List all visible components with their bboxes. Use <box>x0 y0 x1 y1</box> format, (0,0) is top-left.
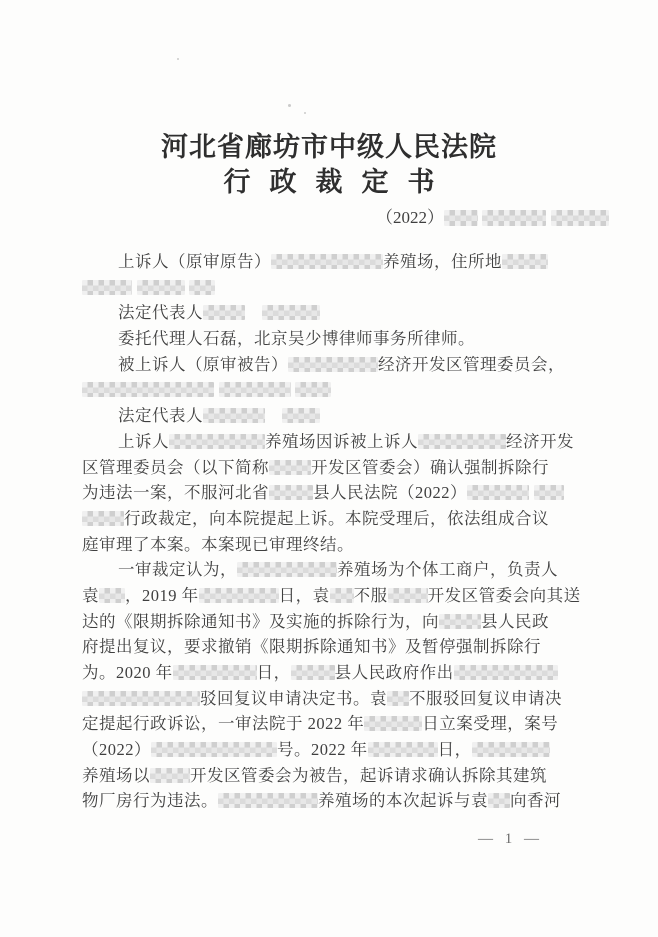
text-run: 开发区管委会为被告，起诉请求确认拆除其建筑 <box>190 765 547 785</box>
redacted-text <box>218 793 318 808</box>
case-number-line <box>376 203 609 228</box>
redacted-text <box>454 665 558 680</box>
redacted-text <box>482 210 546 226</box>
document-line <box>82 583 598 609</box>
text-run <box>132 278 137 297</box>
document-line <box>82 300 598 326</box>
redacted-text <box>99 588 125 603</box>
text-run: （2022） <box>82 740 151 760</box>
redacted-text <box>387 691 409 706</box>
redacted-text <box>288 357 378 372</box>
text-run <box>546 208 550 227</box>
redacted-text <box>203 305 245 320</box>
text-run: 法定代表人 <box>118 303 203 323</box>
text-run: 养殖场为个体工商户，负责人 <box>337 560 558 580</box>
text-run: 区管理委员会（以下简称 <box>82 457 269 477</box>
text-run: 行政裁定，向本院提起上诉。本院受理后，依法组成合议 <box>124 508 549 528</box>
document-line <box>82 788 598 814</box>
text-run: 不服 <box>353 585 388 605</box>
case-number-redaction <box>444 208 609 227</box>
document-type-title: 行政裁定书 <box>223 167 454 197</box>
redacted-text <box>488 793 510 808</box>
text-run: 上诉人 <box>118 431 169 451</box>
redacted-text <box>199 588 279 603</box>
redacted-text <box>439 614 481 629</box>
text-run: 日， <box>256 663 291 682</box>
document-line <box>82 352 598 378</box>
text-run <box>265 406 282 425</box>
document-line <box>82 686 598 712</box>
redacted-text <box>262 305 320 320</box>
document-line <box>82 506 598 532</box>
redacted-text <box>418 434 506 449</box>
redacted-text <box>330 588 354 603</box>
document-line <box>82 377 598 403</box>
text-run: 县人民政 <box>481 611 549 631</box>
text-run: 县人民法院（2022） <box>313 483 467 503</box>
document-line <box>82 532 598 558</box>
document-line <box>82 711 598 737</box>
redacted-text <box>388 588 428 603</box>
redacted-text <box>82 511 124 526</box>
redacted-text <box>502 254 548 269</box>
text-run: 不服驳回复议申请决 <box>409 688 562 708</box>
text-run: 向香河 <box>510 791 561 811</box>
document-line <box>82 634 598 660</box>
text-run: ，2019 年 <box>125 585 199 605</box>
text-run: 号。2022 年 <box>277 740 368 760</box>
redacted-text <box>368 742 438 757</box>
redacted-text <box>534 485 564 500</box>
document-line <box>82 763 598 789</box>
text-run: 府提出复议，要求撤销《限期拆除通知书》及暂停强制拆除行 <box>82 637 541 657</box>
scan-speck <box>304 112 306 114</box>
text-run: 日，袁 <box>278 585 330 605</box>
text-run: 物厂房行为违法。 <box>82 791 218 811</box>
redacted-text <box>295 382 331 397</box>
document-line <box>82 403 598 429</box>
text-run: 开发区管委会向其送 <box>427 585 581 605</box>
text-run: 定提起行政诉讼，一审法院于 2022 年 <box>82 714 365 734</box>
redacted-text <box>269 485 313 500</box>
text-run: 为。2020 年 <box>82 663 173 682</box>
redacted-text <box>467 485 529 500</box>
text-run <box>529 483 534 502</box>
text-run <box>245 303 262 322</box>
text-run: 被上诉人（原审被告） <box>118 354 288 374</box>
document-line <box>82 275 598 301</box>
document-line <box>82 429 598 455</box>
court-name-title: 河北省廊坊市中级人民法院 <box>161 132 497 162</box>
document-body <box>82 249 598 814</box>
redacted-text <box>151 742 277 757</box>
text-run: 为违法一案，不服河北省 <box>82 483 269 503</box>
redacted-text <box>82 691 200 706</box>
redacted-text <box>551 210 609 226</box>
document-header <box>0 131 658 199</box>
text-run: 委托代理人石磊，北京吴少博律师事务所律师。 <box>118 329 475 349</box>
text-run: 养殖场，住所地 <box>383 252 502 271</box>
document-line <box>82 249 598 275</box>
redacted-text <box>169 434 265 449</box>
text-run: 养殖场以 <box>82 765 150 785</box>
document-line <box>82 455 598 481</box>
redacted-text <box>137 280 185 295</box>
redacted-text <box>269 460 311 475</box>
text-run <box>214 380 219 399</box>
redacted-text <box>444 210 478 226</box>
text-run: 养殖场因诉被上诉人 <box>265 431 418 451</box>
document-line <box>82 557 598 583</box>
redacted-text <box>173 665 257 680</box>
text-run: 开发区管委会）确认强制拆除行 <box>311 457 549 477</box>
redacted-text <box>271 254 383 269</box>
redacted-text <box>291 665 335 680</box>
document-line <box>82 480 598 506</box>
text-run: 一审裁定认为， <box>118 560 237 580</box>
document-line <box>82 609 598 635</box>
text-run: 上诉人（原审原告） <box>118 252 271 271</box>
document-line <box>82 660 598 686</box>
text-run: 庭审理了本案。本案现已审理终结。 <box>82 534 354 554</box>
redacted-text <box>237 562 337 577</box>
scan-speck <box>177 58 179 60</box>
text-run: 县人民政府作出 <box>334 663 454 682</box>
redacted-text <box>282 408 320 423</box>
document-line <box>82 326 598 352</box>
case-number-prefix: （2022） <box>376 208 444 227</box>
text-run: 达的《限期拆除通知书》及实施的拆除行为，向 <box>82 611 439 631</box>
text-run: 经济开发 <box>506 431 574 451</box>
text-run: 法定代表人 <box>118 406 203 426</box>
redacted-text <box>82 280 132 295</box>
text-run: 袁 <box>82 585 99 605</box>
redacted-text <box>364 716 422 731</box>
document-line <box>82 737 598 763</box>
text-run: 养殖场的本次起诉与袁 <box>318 791 488 811</box>
redacted-text <box>189 280 215 295</box>
redacted-text <box>203 408 265 423</box>
text-run: 日， <box>437 740 472 760</box>
scan-speck <box>288 104 291 107</box>
redacted-text <box>219 382 291 397</box>
redacted-text <box>82 382 214 397</box>
text-run: 经济开发区管理委员会， <box>378 354 565 374</box>
page-number: — 1 — <box>478 831 543 847</box>
redacted-text <box>150 768 190 783</box>
text-run: 日立案受理，案号 <box>422 714 559 734</box>
redacted-text <box>472 742 550 757</box>
text-run: 驳回复议申请决定书。袁 <box>200 688 387 708</box>
